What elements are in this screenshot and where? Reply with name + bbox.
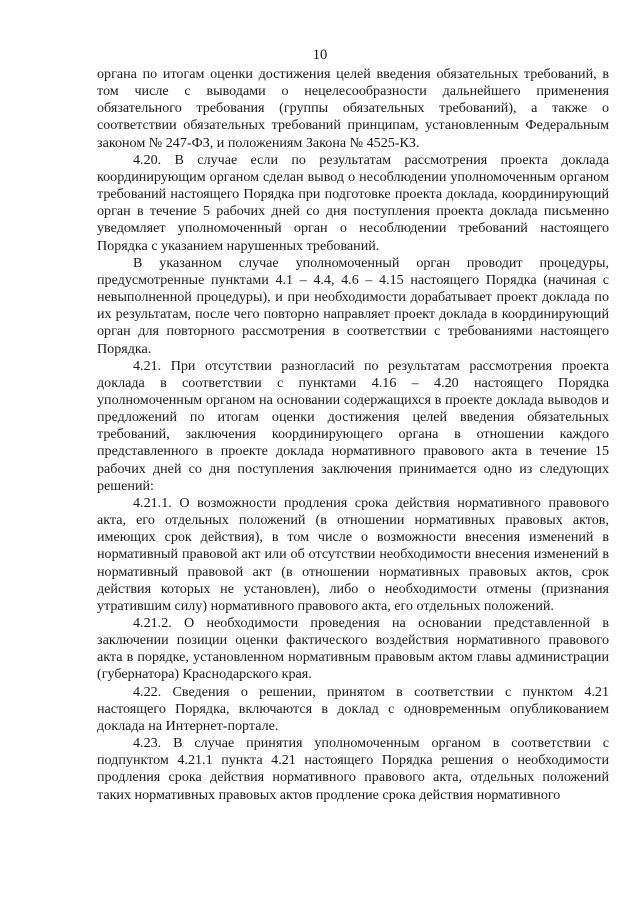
paragraph-4-21-2: 4.21.2. О необходимости проведения на основании представленной в заключении позиции оценки фактического воздействия нормативного правового акта в порядке, установленном нормативным правовым актом главы администрации (губернатора) Краснодарского края.: [97, 615, 609, 683]
paragraph-4-20: 4.20. В случае если по результатам рассмотрения проекта доклада координирующим органом сделан вывод о несоблюдении уполномоченным органом требований настоящего Порядка при подготовке проекта доклада, координирующий орган в течение 5 рабочих дней со дня поступления проекта доклада письменно уведомляет уполномоченный орган о несоблюдении требований настоящего Порядка с указанием нарушенных требований.: [97, 151, 609, 254]
paragraph-4-20-cont: В указанном случае уполномоченный орган проводит процедуры, предусмотренные пунктами 4.1 – 4.4, 4.6 – 4.15 настоящего Порядка (начиная с невыполненной процедуры), и при необходимости дорабатывает проект доклада по их результатам, после чего повторно направляет проект доклада в координирующий орган для повторного рассмотрения в соответствии с требованиями настоящего Порядка.: [97, 254, 609, 357]
page-body: [97, 66, 609, 804]
page-number: 10: [312, 47, 328, 63]
paragraph-4-23: 4.23. В случае принятия уполномоченным органом в соответствии с подпунктом 4.21.1 пункта 4.21 настоящего Порядка решения о необходимости продления срока действия нормативного правового акта, отдельных положений таких нормативных правовых актов продление срока действия нормативного: [97, 735, 609, 803]
paragraph-4-22: 4.22. Сведения о решении, принятом в соответствии с пунктом 4.21 настоящего Порядка, включаются в доклад с одновременным опубликованием доклада на Интернет-портале.: [97, 683, 609, 734]
paragraph-continuation: органа по итогам оценки достижения целей введения обязательных требований, в том числе с выводами о нецелесообразности дальнейшего применения обязательного требования (группы обязательных требований), а также о соответствии обязательных требований принципам, установленным Федеральным законом № 247-ФЗ, и положениям Закона № 4525-КЗ.: [97, 66, 609, 151]
paragraph-4-21: 4.21. При отсутствии разногласий по результатам рассмотрения проекта доклада в соответствии с пунктами 4.16 – 4.20 настоящего Порядка уполномоченным органом на основании содержащихся в проекте доклада выводов и предложений по итогам оценки достижения целей введения обязательных требований, заключения координирующего органа в отношении каждого представленного в проекте доклада нормативного правового акта в течение 15 рабочих дней со дня поступления заключения принимается одно из следующих решений:: [97, 357, 609, 494]
paragraph-4-21-1: 4.21.1. О возможности продления срока действия нормативного правового акта, его отдельных положений (в отношении нормативных правовых актов, имеющих срок действия), в том числе о возможности внесения изменений в нормативный правовой акт или об отсутствии необходимости внесения изменений в нормативный правовой акт (в отношении нормативных правовых актов, срок действия которых не установлен), либо о необходимости отмены (признания утратившим силу) нормативного правового акта, его отдельных положений.: [97, 494, 609, 614]
